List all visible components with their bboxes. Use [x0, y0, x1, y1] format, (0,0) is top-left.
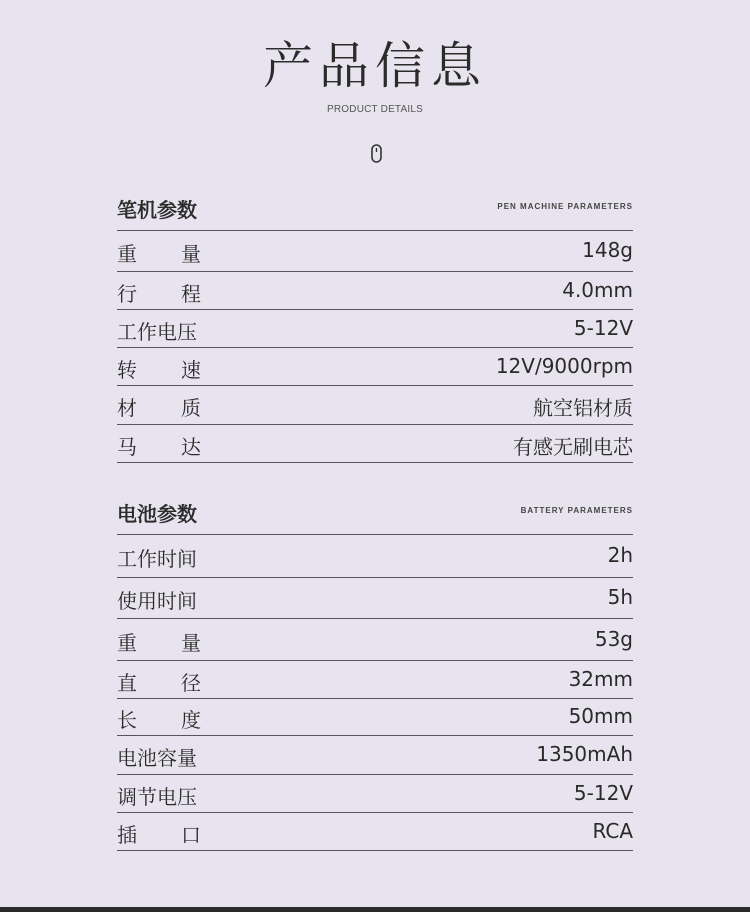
mouse-scroll-icon — [371, 144, 382, 163]
spec-label: 使用时间 — [117, 589, 197, 613]
spec-value: RCA — [592, 819, 633, 843]
spec-label: 工作电压 — [117, 320, 197, 344]
spec-value: 5-12V — [573, 316, 633, 340]
spec-value: 航空铝材质 — [533, 396, 633, 420]
spec-label: 转 速 — [117, 358, 201, 382]
spec-row — [117, 309, 633, 347]
spec-value: 148g — [582, 238, 633, 262]
spec-label: 重 量 — [117, 242, 201, 266]
section-header — [117, 194, 633, 230]
spec-label: 调节电压 — [117, 785, 197, 809]
section-title-en: BATTERY PARAMETERS — [520, 506, 633, 515]
spec-value: 50mm — [568, 704, 633, 728]
section-title-en: PEN MACHINE PARAMETERS — [497, 202, 633, 211]
spec-row — [117, 385, 633, 424]
spec-label: 长 度 — [117, 708, 201, 732]
spec-row — [117, 735, 633, 774]
spec-table — [117, 534, 633, 851]
spec-row — [117, 230, 633, 271]
section-title: 电池参数 — [117, 502, 197, 526]
spec-label: 电池容量 — [117, 746, 197, 770]
spec-label: 行 程 — [117, 282, 201, 306]
spec-label: 直 径 — [117, 671, 201, 695]
spec-label: 工作时间 — [117, 547, 197, 571]
page-title: 产品信息 — [263, 37, 487, 95]
spec-row — [117, 660, 633, 698]
spec-row — [117, 534, 633, 577]
spec-value: 12V/9000rpm — [495, 354, 633, 378]
spec-row — [117, 774, 633, 812]
table-bottom-rule — [117, 462, 633, 463]
spec-value: 1350mAh — [536, 742, 633, 766]
spec-label: 插 口 — [117, 823, 201, 847]
spec-value: 4.0mm — [562, 278, 633, 302]
spec-row — [117, 271, 633, 309]
pen-machine-parameters-section — [117, 194, 633, 463]
spec-label: 重 量 — [117, 631, 201, 655]
spec-value: 5h — [607, 585, 633, 609]
spec-row — [117, 812, 633, 850]
spec-row — [117, 698, 633, 735]
spec-table — [117, 230, 633, 463]
section-header — [117, 498, 633, 534]
spec-value: 有感无刷电芯 — [513, 435, 633, 459]
section-title: 笔机参数 — [117, 198, 197, 222]
battery-parameters-section — [117, 498, 633, 851]
spec-label: 材 质 — [117, 396, 201, 420]
spec-row — [117, 347, 633, 385]
page-subtitle: PRODUCT DETAILS — [327, 104, 423, 115]
spec-row — [117, 618, 633, 660]
spec-value: 2h — [607, 543, 633, 567]
spec-row — [117, 577, 633, 618]
table-bottom-rule — [117, 850, 633, 851]
spec-value: 32mm — [568, 667, 633, 691]
bottom-bar — [0, 907, 750, 912]
spec-label: 马 达 — [117, 435, 201, 459]
spec-row — [117, 424, 633, 462]
spec-value: 5-12V — [573, 781, 633, 805]
spec-value: 53g — [594, 627, 633, 651]
